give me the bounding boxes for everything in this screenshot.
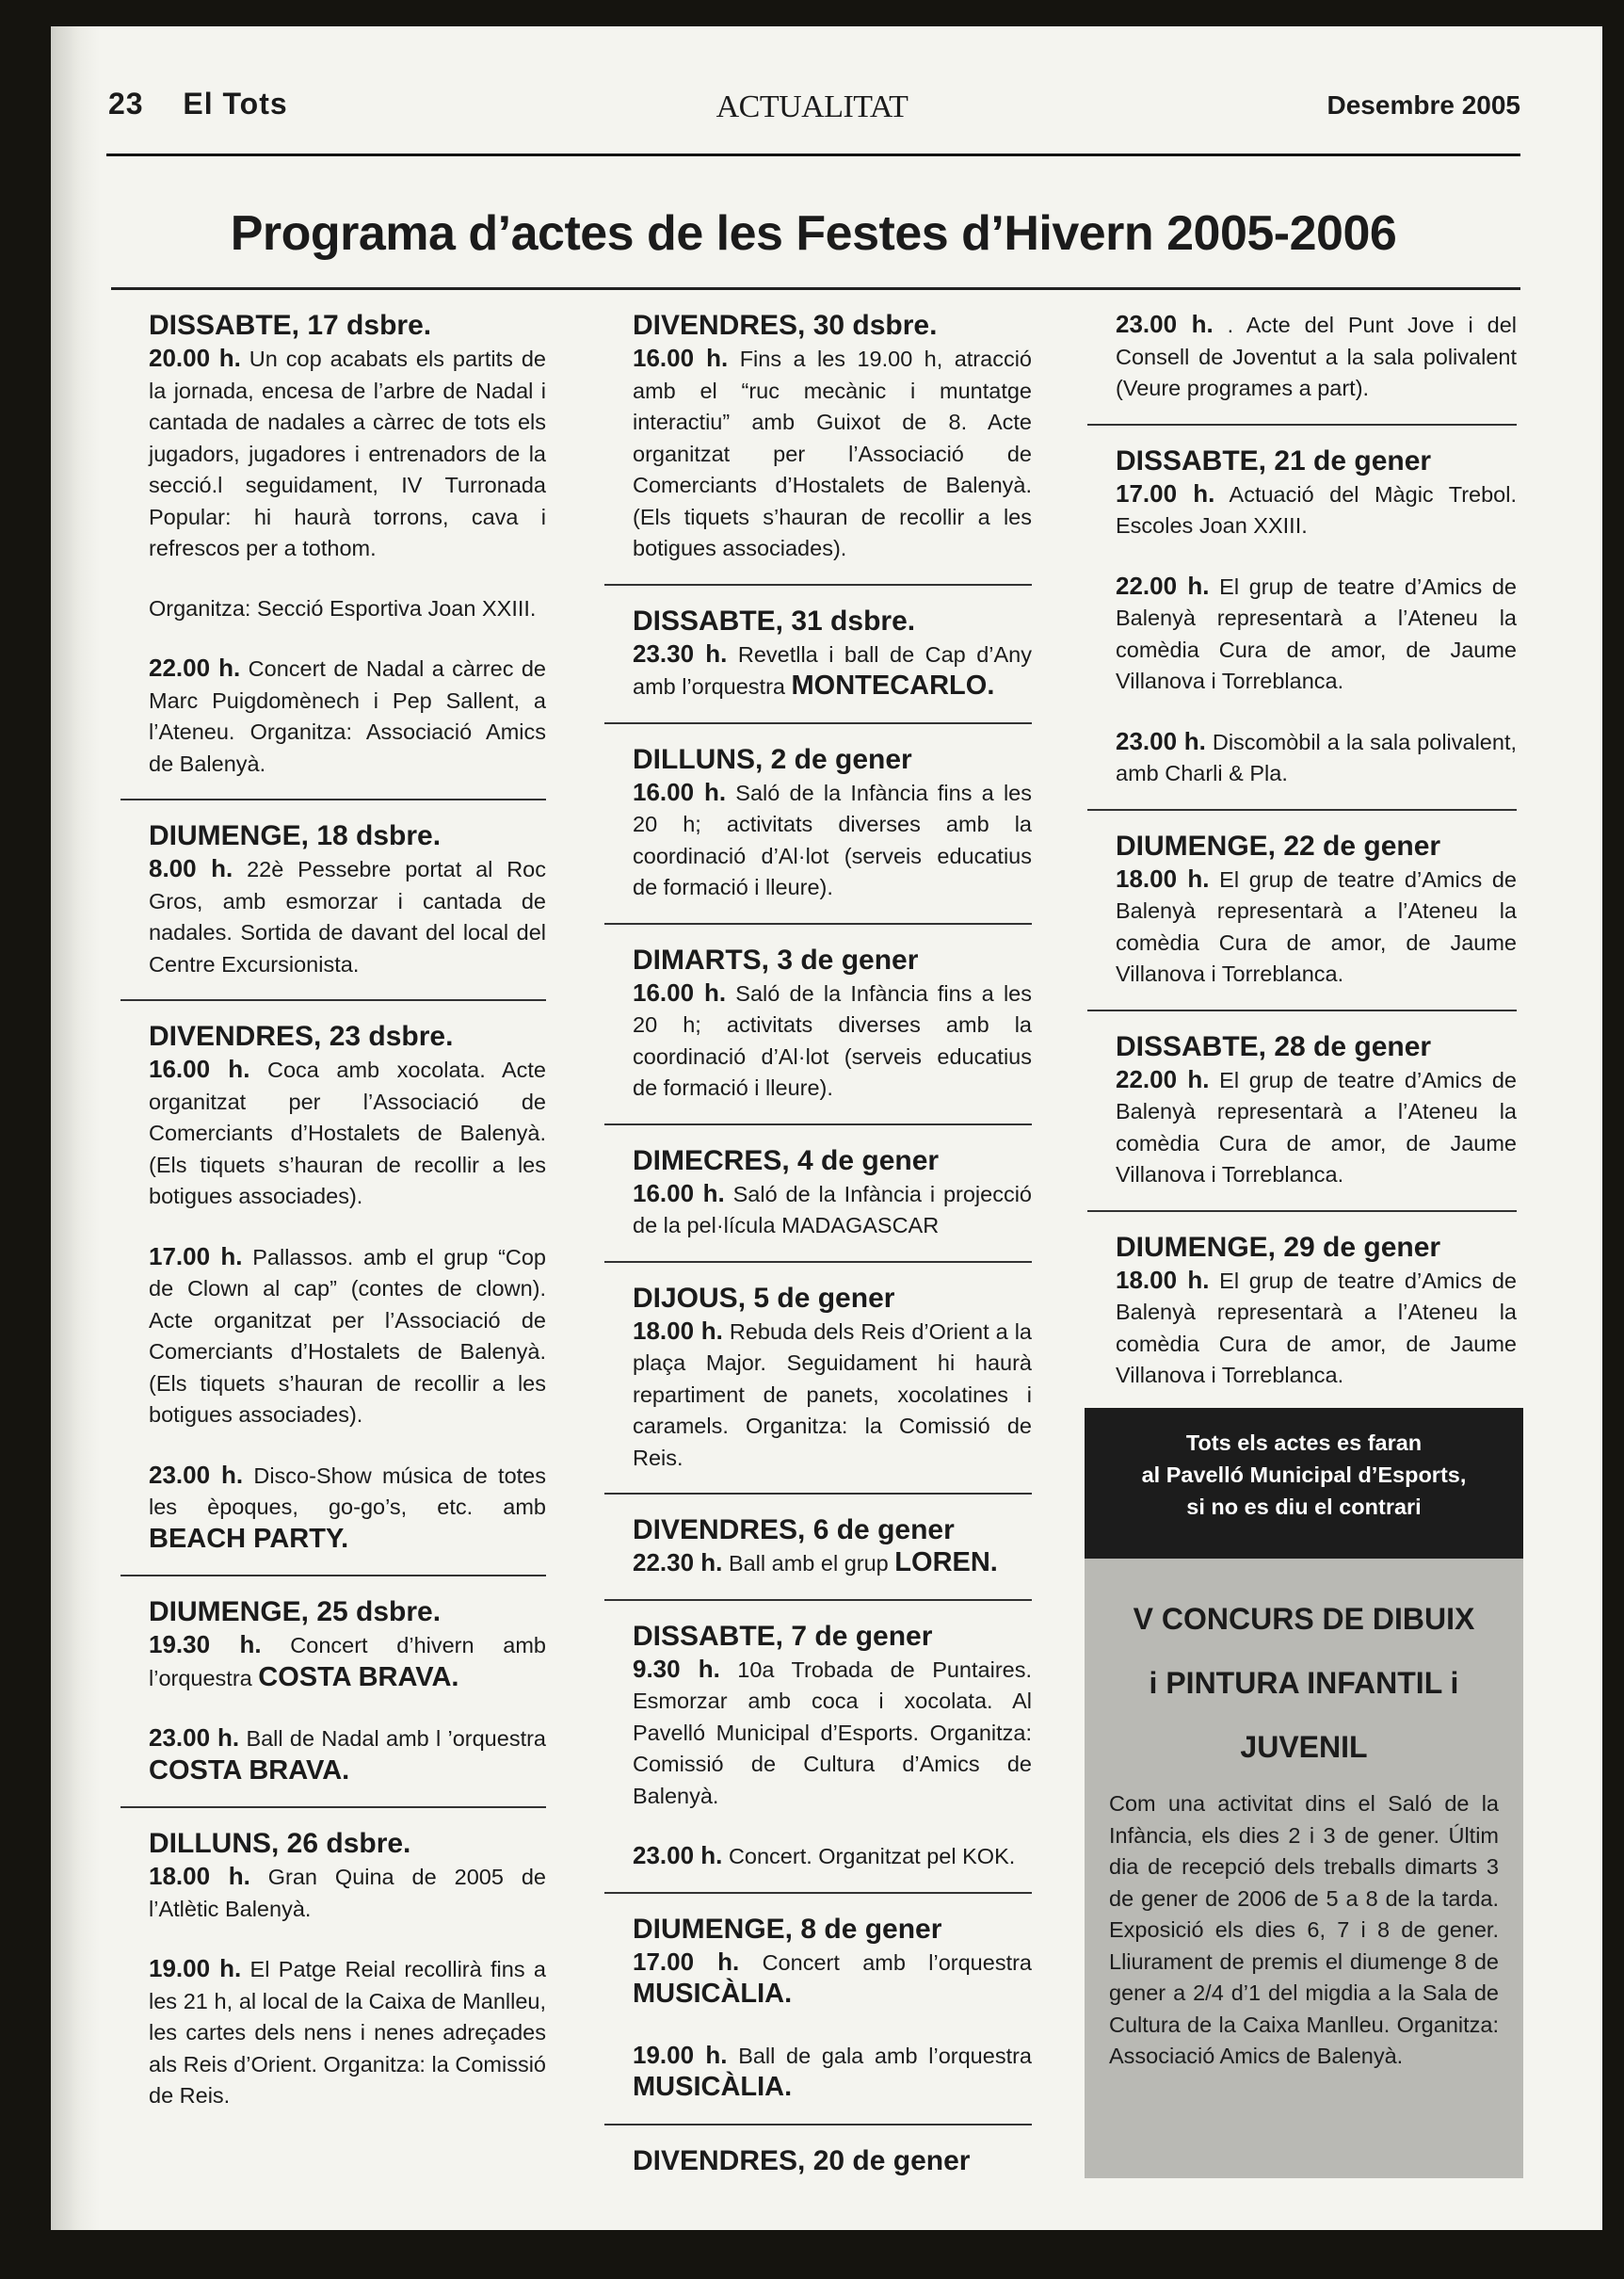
event-performer: BEACH PARTY. [149, 1523, 349, 1554]
event-day: DIUMENGE, 25 dsbre. [149, 1596, 442, 1627]
event-text: Concert d’hivern amb l’orquestra [149, 1633, 547, 1690]
event-block [604, 1513, 1032, 1580]
notice-line-2: al Pavelló Municipal d’Esports, [1141, 1463, 1467, 1487]
event-item [604, 777, 1032, 904]
event-time: 17.00 h. [149, 1241, 243, 1270]
event-time: 17.00 h. [1116, 478, 1215, 508]
event-block [604, 1144, 1032, 1242]
event-text: Ball de gala amb l’orquestra [738, 2043, 1032, 2068]
contest-title-line-1: V CONCURS DE DIBUIX [1133, 1602, 1475, 1636]
event-text: El Patge Reial recollirà fins a les 21 h, al local de la Caixa de Manlleu, les cartes dels nens i nenes adreçades als Reis d’Orient. Organitza: la Comissió de Reis. [149, 1957, 546, 2108]
event-block [604, 605, 1032, 703]
event-time: 19.30 h. [149, 1630, 262, 1658]
event-text: Concert de Nadal a càrrec de Marc Puigdomènech i Pep Sallent, a l’Ateneu. Organitza: Associació Amics de Balenyà. [149, 656, 546, 776]
event-item [604, 1840, 1032, 1873]
event-separator [604, 1123, 1032, 1125]
event-block [604, 1620, 1032, 1873]
event-block [604, 1282, 1032, 1475]
event-text: Ball de Nadal amb l ’orquestra [246, 1726, 546, 1751]
event-item [604, 638, 1032, 703]
event-text: Concert amb l’orquestra [762, 1949, 1032, 1975]
event-day: DISSABTE, 31 dsbre. [633, 605, 916, 637]
event-day: DIVENDRES, 23 dsbre. [149, 1021, 454, 1052]
event-item [121, 1861, 546, 1925]
event-block [121, 1020, 546, 1556]
event-text: Rebuda dels Reis d’Orient a la plaça Major. Seguidament hi haurà repartiment de panets, xocolatines i caramels. Organitza: la Comissió de Reis. [633, 1318, 1032, 1470]
notice-line-1: Tots els actes es faran [1185, 1430, 1423, 1455]
event-text: Fins a les 19.00 h, atracció amb el “ruc mecànic i muntatge interactiu” amb Guixot de 8. Acte organitzat per l’Associació de Comerciants d’Hostalets de Balenyà. (Els tiquets s’hauran de recollir a les botigues associades). [633, 347, 1032, 560]
venue-notice [1085, 1408, 1523, 1559]
event-time: 23.00 h. [149, 1460, 244, 1489]
event-day: DIVENDRES, 6 de gener [633, 1514, 955, 1545]
event-separator [121, 999, 546, 1001]
event-item [1087, 478, 1517, 542]
event-text: Un cop acabats els partits de la jornada, encesa de l’arbre de Nadal i cantada de nadales a càrrec de tots els jugadors, jugadores i entrenadors de la secció.l seguidament, IV Turronada Popular: hi haurà torrons, cava i refrescos per a tothom. [149, 347, 546, 560]
event-time: 18.00 h. [633, 1316, 723, 1345]
event-text: Organitza: Secció Esportiva Joan XXIII. [149, 595, 537, 621]
header-rule [106, 154, 1520, 156]
event-item [121, 1722, 546, 1787]
event-time: 8.00 h. [149, 854, 233, 882]
event-block [121, 1827, 546, 2112]
event-day: DIMARTS, 3 de gener [633, 944, 919, 976]
event-time: 19.00 h. [633, 2040, 728, 2069]
event-separator [604, 1261, 1032, 1263]
event-text: Saló de la Infància i projecció de la pel·lícula MADAGASCAR [633, 1181, 1032, 1237]
event-separator [121, 1575, 546, 1576]
event-block [604, 944, 1032, 1105]
event-block [604, 2144, 1032, 2178]
event-separator [121, 799, 546, 800]
event-text: . Acte del Punt Jove i del Consell de Joventut a la sala polivalent (Veure programes a part). [1116, 313, 1517, 400]
event-day: DIUMENGE, 8 de gener [633, 1913, 942, 1945]
event-text: Concert. Organitzat pel KOK. [728, 1844, 1016, 1868]
event-day: DIJOUS, 5 de gener [633, 1282, 895, 1314]
event-text: El grup de teatre d’Amics de Balenyà representarà a l’Ateneu la comèdia Cura de amor, de Jaume Villanova i Torreblanca. [1116, 574, 1517, 693]
event-day: DIUMENGE, 22 de gener [1116, 830, 1441, 862]
event-item [1087, 571, 1517, 698]
event-block [1087, 1030, 1517, 1191]
event-time: 22.00 h. [149, 654, 241, 682]
event-block [121, 309, 546, 780]
event-time: 16.00 h. [633, 1178, 725, 1207]
event-text: 10a Trobada de Puntaires. Esmorzar amb coca i xocolata. Al Pavelló Municipal d’Esports. Organitza: Comissió de Cultura d’Amics de Balenyà. [633, 1657, 1032, 1808]
event-item [121, 853, 546, 980]
event-time: 22.30 h. [633, 1548, 723, 1576]
event-separator [1087, 424, 1517, 426]
event-day: DISSABTE, 17 dsbre. [149, 310, 432, 341]
event-day: DIUMENGE, 18 dsbre. [149, 820, 442, 851]
page-title: Programa d’actes de les Festes d’Hivern 2005-2006 [230, 206, 1397, 261]
event-performer: COSTA BRAVA. [258, 1661, 459, 1692]
section-name: ACTUALITAT [716, 89, 908, 124]
event-item [121, 593, 546, 625]
event-separator [121, 1806, 546, 1808]
event-text: El grup de teatre d’Amics de Balenyà representarà a l’Ateneu la comèdia Cura de amor, de Jaume Villanova i Torreblanca. [1116, 866, 1517, 986]
event-text: Coca amb xocolata. Acte organitzat per l’Associació de Comerciants d’Hostalets de Balenyà. (Els tiquets s’hauran de recollir a les botigues associades). [149, 1058, 546, 1208]
event-text: Disco-Show música de totes les èpoques, go-go’s, etc. amb [149, 1463, 546, 1519]
event-block [604, 309, 1032, 565]
event-text: Saló de la Infància fins a les 20 h; activitats diverses amb la coordinació d’Al·lot (serveis educatius de formació i lleure). [633, 980, 1032, 1100]
event-item [604, 978, 1032, 1105]
schedule-column-2 [604, 309, 1032, 2197]
event-day: DIVENDRES, 30 dsbre. [633, 310, 938, 341]
event-block [1087, 309, 1517, 405]
event-day: DILLUNS, 26 dsbre. [149, 1828, 411, 1859]
event-text: Saló de la Infància fins a les 20 h; activitats diverses amb la coordinació d’Al·lot (serveis educatius de formació i lleure). [633, 780, 1032, 899]
event-time: 16.00 h. [149, 1055, 250, 1083]
event-time: 20.00 h. [149, 344, 241, 372]
event-performer: MONTECARLO. [791, 671, 995, 701]
event-block [604, 1913, 1032, 2105]
event-item [604, 343, 1032, 565]
event-item [121, 653, 546, 780]
event-time: 18.00 h. [1116, 1265, 1210, 1294]
event-time: 18.00 h. [149, 1862, 250, 1890]
event-item [1087, 1265, 1517, 1392]
event-block [604, 743, 1032, 904]
event-performer: MUSICÀLIA. [633, 1979, 793, 2009]
event-time: 23.00 h. [1116, 726, 1206, 755]
event-time: 16.00 h. [633, 978, 727, 1007]
event-time: 18.00 h. [1116, 864, 1210, 893]
event-item [121, 1460, 546, 1557]
event-day: DISSABTE, 28 de gener [1116, 1030, 1432, 1062]
event-day: DILLUNS, 2 de gener [633, 743, 912, 775]
page-number: 23 [108, 87, 144, 121]
event-item [604, 1654, 1032, 1813]
event-day: DIUMENGE, 29 de gener [1116, 1231, 1441, 1263]
event-item [604, 1547, 1032, 1580]
event-separator [1087, 809, 1517, 811]
event-text: Discomòbil a la sala polivalent, amb Charli & Pla. [1116, 729, 1518, 785]
event-block [1087, 1231, 1517, 1392]
event-performer: LOREN. [894, 1547, 998, 1577]
event-item [604, 1316, 1032, 1475]
event-item [121, 1241, 546, 1431]
event-text: Ball amb el grup [728, 1551, 889, 1576]
event-block [121, 1595, 546, 1787]
event-separator [1087, 1210, 1517, 1212]
event-separator [604, 584, 1032, 586]
contest-title-line-3: JUVENIL [1240, 1730, 1368, 1764]
event-time: 23.00 h. [1116, 310, 1214, 338]
drawing-contest-box [1085, 1559, 1523, 2178]
event-item [604, 1947, 1032, 2012]
schedule-column-1 [121, 309, 546, 2131]
event-item [121, 1629, 546, 1694]
event-time: 17.00 h. [633, 1947, 740, 1976]
contest-title [1109, 1587, 1499, 1779]
title-rule [111, 287, 1520, 290]
notice-line-3: si no es diu el contrari [1186, 1495, 1422, 1519]
event-day: DIVENDRES, 20 de gener [633, 2144, 971, 2176]
event-time: 9.30 h. [633, 1654, 720, 1683]
event-separator [1087, 1010, 1517, 1011]
schedule-column-3 [1087, 309, 1517, 1411]
event-block [1087, 444, 1517, 790]
event-time: 22.00 h. [1116, 571, 1210, 600]
event-performer: COSTA BRAVA. [149, 1754, 350, 1786]
contest-title-line-2: i PINTURA INFANTIL i [1149, 1666, 1459, 1700]
event-item [1087, 864, 1517, 991]
event-item [121, 1054, 546, 1213]
event-item [1087, 1064, 1517, 1191]
event-item [604, 2040, 1032, 2105]
event-separator [604, 722, 1032, 724]
page-gutter [51, 26, 100, 2230]
event-item [1087, 309, 1517, 405]
event-block [1087, 830, 1517, 991]
event-separator [604, 923, 1032, 925]
event-text: El grup de teatre d’Amics de Balenyà representarà a l’Ateneu la comèdia Cura de amor, de Jaume Villanova i Torreblanca. [1116, 1268, 1517, 1387]
event-text: Pallassos. amb el grup “Cop de Clown al cap” (contes de clown). Acte organitzat per l’Associació de Comerciants d’Hostalets de Balenyà. (Els tiquets s’hauran de recollir a les botigues associades). [149, 1244, 547, 1427]
event-performer: MUSICÀLIA. [633, 2072, 793, 2102]
event-separator [604, 1599, 1032, 1601]
contest-body: Com una activitat dins el Saló de la Infància, els dies 2 i 3 de gener. Últim dia de recepció dels treballs dimarts 3 de gener de 2006 de 5 a 8 de la tarda. Exposició els dies 6, 7 i 8 de gener. Lliurament de premis el diumenge 8 de gener a 2/4 d’1 del migdia a la Sala de Cultura de la Caixa Manlleu. Organitza: Associació Amics de Balenyà. [1109, 1791, 1499, 2068]
event-text: 22è Pessebre portat al Roc Gros, amb esmorzar i cantada de nadales. Sortida de davant del local del Centre Excursionista. [149, 857, 547, 977]
event-time: 23.30 h. [633, 638, 728, 668]
event-separator [604, 1892, 1032, 1894]
event-time: 16.00 h. [633, 777, 727, 806]
event-text: Revetlla i ball de Cap d’Any amb l’orquestra [633, 641, 1032, 699]
event-day: DISSABTE, 21 de gener [1116, 444, 1432, 477]
event-text: Actuació del Màgic Trebol. Escoles Joan XXIII. [1116, 481, 1517, 538]
event-day: DISSABTE, 7 de gener [633, 1620, 933, 1652]
event-item [1087, 726, 1517, 790]
event-text: El grup de teatre d’Amics de Balenyà representarà a l’Ateneu la comèdia Cura de amor, de Jaume Villanova i Torreblanca. [1116, 1067, 1517, 1187]
event-block [121, 819, 546, 980]
event-time: 16.00 h. [633, 344, 729, 372]
event-time: 22.00 h. [1116, 1064, 1210, 1093]
event-separator [604, 1493, 1032, 1495]
event-day: DIMECRES, 4 de gener [633, 1144, 940, 1176]
event-time: 23.00 h. [633, 1841, 723, 1869]
event-item [121, 1953, 546, 2112]
event-item [604, 1178, 1032, 1242]
event-item [121, 343, 546, 565]
publication-name: El Tots [183, 87, 288, 121]
issue-date: Desembre 2005 [1327, 90, 1520, 120]
event-time: 19.00 h. [149, 1954, 242, 1982]
event-text: Gran Quina de 2005 de l’Atlètic Balenyà. [149, 1865, 546, 1921]
event-time: 23.00 h. [149, 1723, 240, 1752]
event-separator [604, 2124, 1032, 2125]
